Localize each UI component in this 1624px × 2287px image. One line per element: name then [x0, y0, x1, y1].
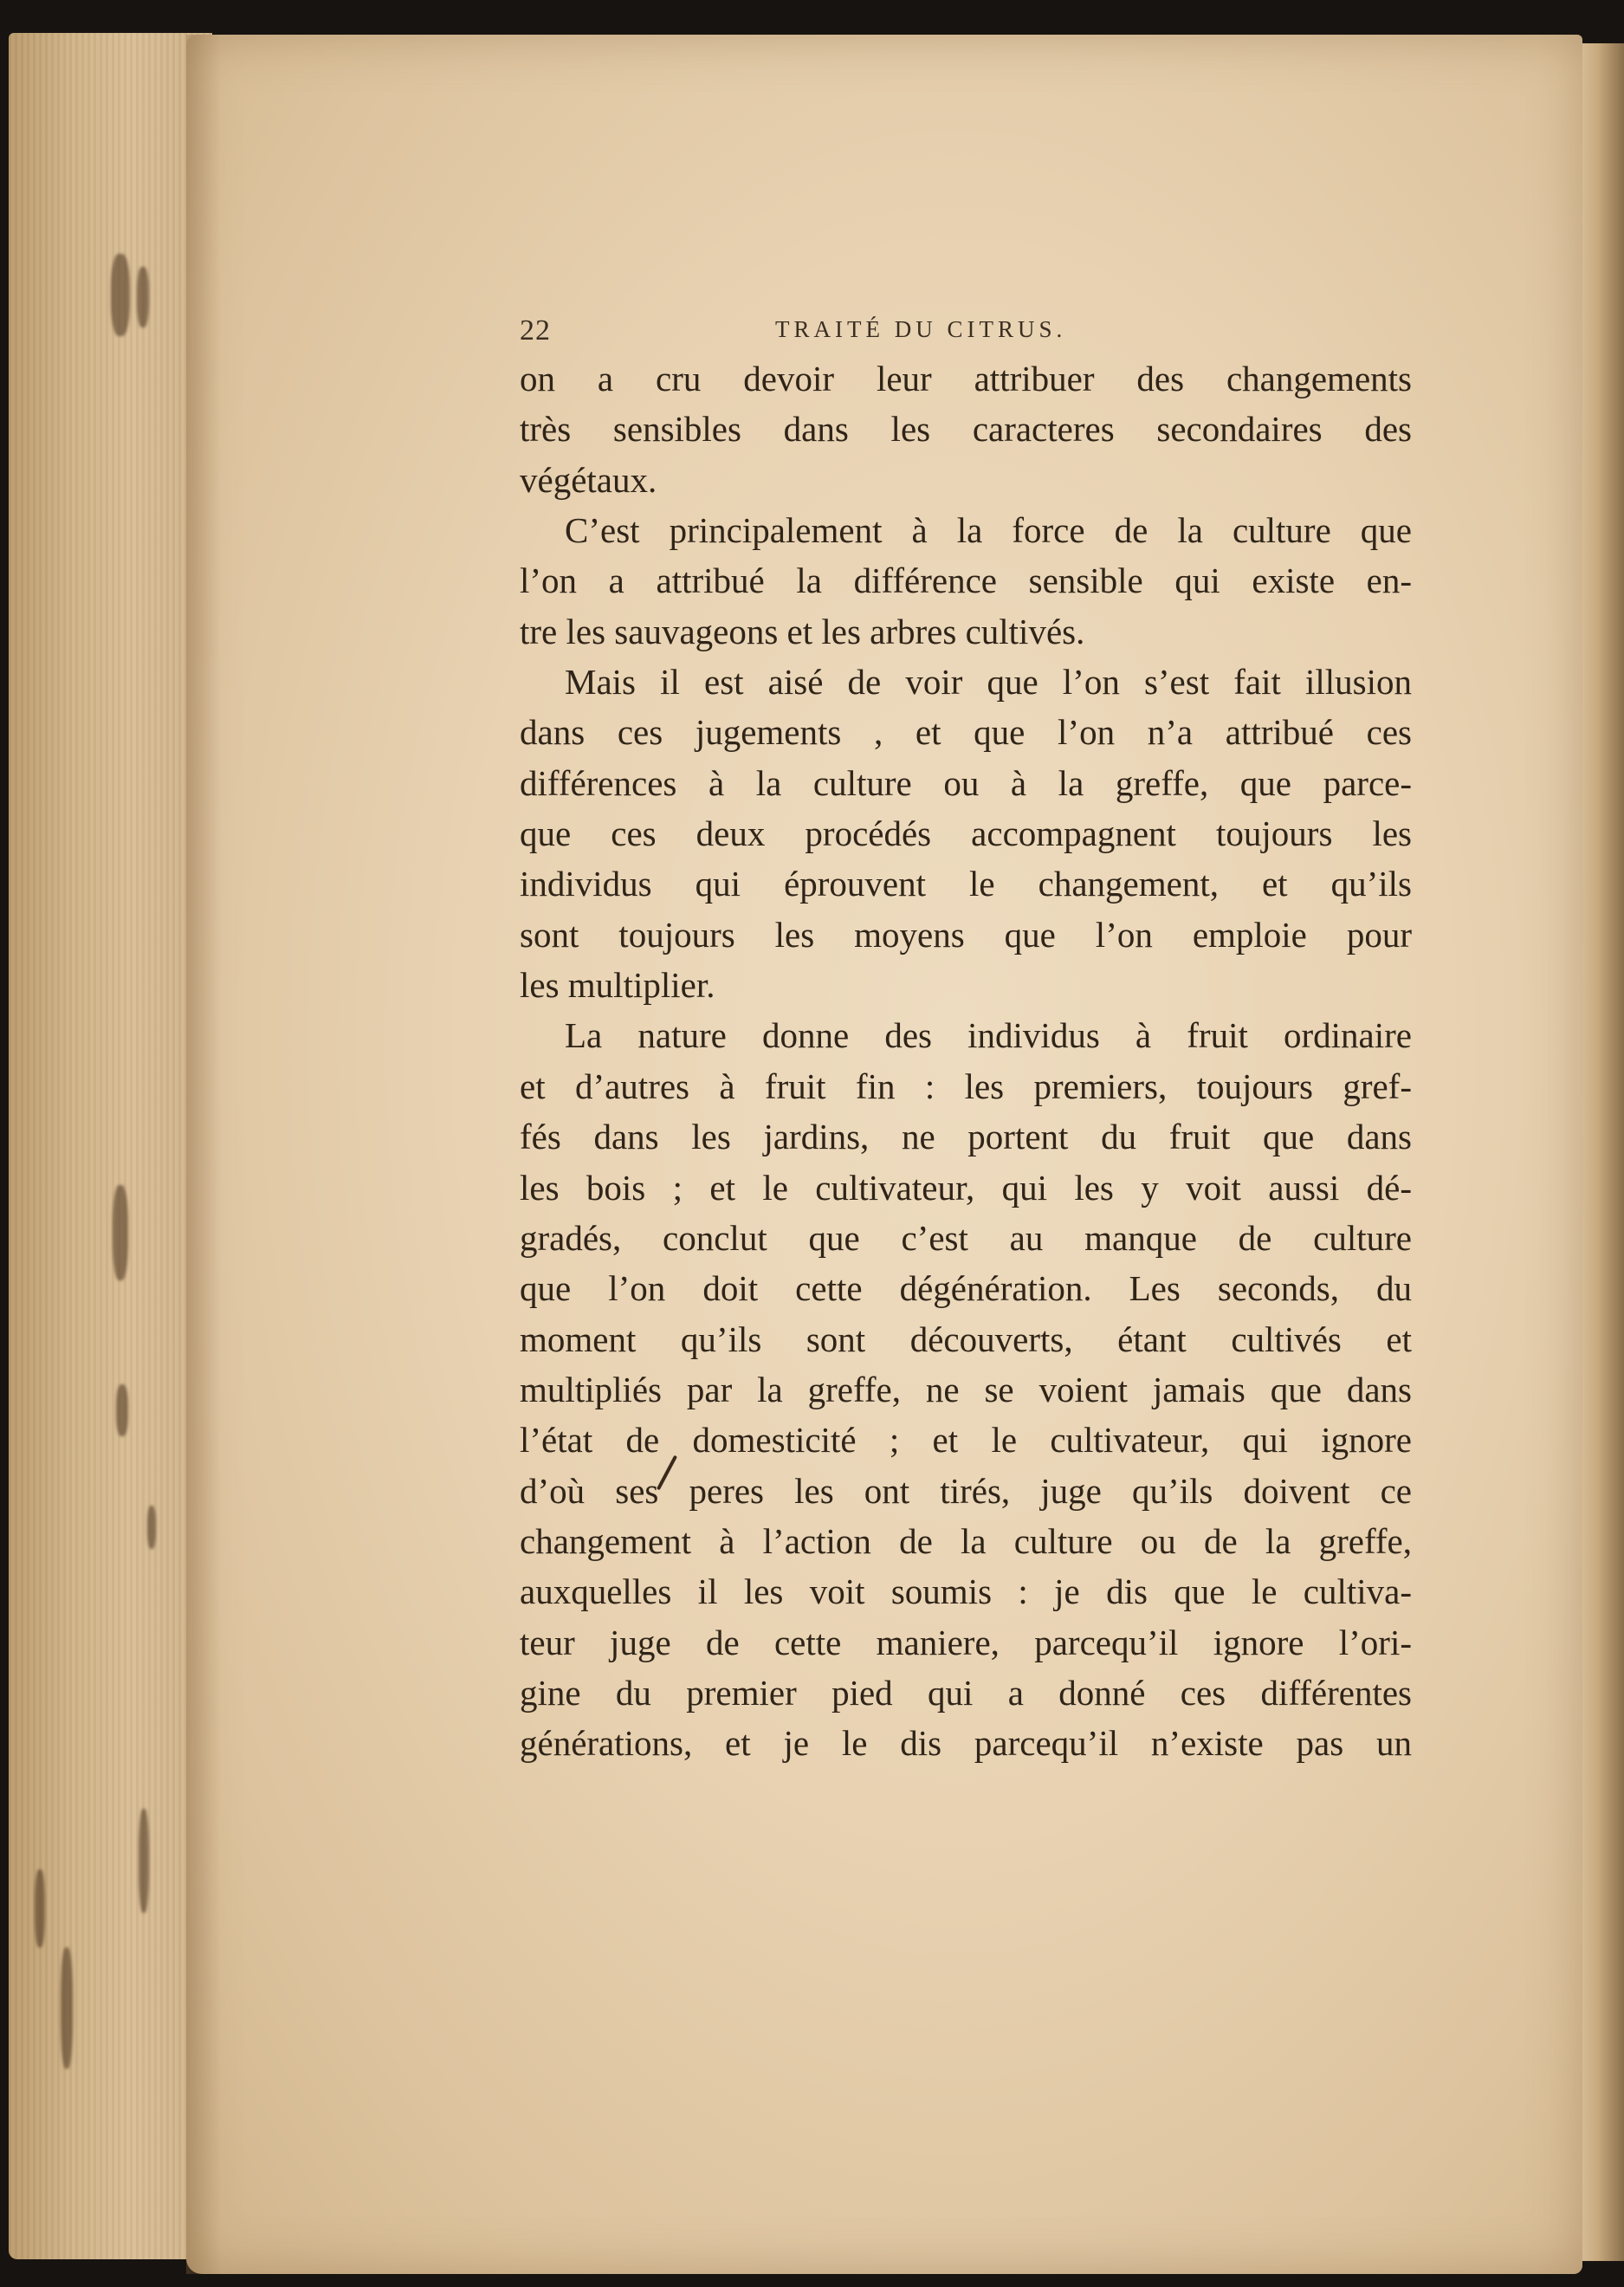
- page-header: [520, 314, 1403, 349]
- text-line: auxquelles il les voit soumis : je dis que le cultiva-: [520, 1571, 1412, 1612]
- text-line: gine du premier pied qui a donné ces différentes: [520, 1672, 1412, 1713]
- text-line: que ces deux procédés accompagnent toujours les: [520, 813, 1412, 854]
- text-line: dans ces jugements , et que l’on n’a attribué ces: [520, 712, 1412, 753]
- text-line: C’est principalement à la force de la culture que: [565, 510, 1412, 551]
- text-line: d’où ses peres les ont tirés, juge qu’ils doivent ce: [520, 1470, 1412, 1511]
- text-line: les bois ; et le cultivateur, qui les y voit aussi dé-: [520, 1167, 1412, 1208]
- text-line: tre les sauvageons et les arbres cultivés.: [520, 611, 1085, 651]
- text-line: générations, et je le dis parcequ’il n’existe pas un: [520, 1723, 1412, 1764]
- text-line: on a cru devoir leur attribuer des changements: [520, 359, 1412, 398]
- text-line: sont toujours les moyens que l’on emploie pour: [520, 914, 1412, 955]
- running-head: TRAITÉ DU CITRUS.: [775, 316, 1067, 342]
- text-line: l’état de domesticité ; et le cultivateur, qui ignore: [520, 1420, 1412, 1461]
- text-line: végétaux.: [520, 459, 657, 500]
- text-line: gradés, conclut que c’est au manque de culture: [520, 1217, 1412, 1258]
- text-line: fés dans les jardins, ne portent du fruit que dans: [520, 1117, 1412, 1157]
- text-line: teur juge de cette maniere, parcequ’il ignore l’ori-: [520, 1622, 1412, 1662]
- text-line: La nature donne des individus à fruit ordinaire: [565, 1015, 1412, 1056]
- text-line: que l’on doit cette dégénération. Les seconds, du: [520, 1268, 1412, 1309]
- text-line: très sensibles dans les caracteres secondaires des: [520, 409, 1412, 450]
- text-line: différences à la culture ou à la greffe, que parce-: [520, 762, 1412, 803]
- text-line: l’on a attribué la différence sensible qui existe en-: [520, 560, 1412, 601]
- text-line: moment qu’ils sont découverts, étant cultivés et: [520, 1318, 1412, 1359]
- text-line: multipliés par la greffe, ne se voient jamais que dans: [520, 1369, 1412, 1409]
- text-line: changement à l’action de la culture ou de la greffe,: [520, 1520, 1412, 1561]
- text-line: et d’autres à fruit fin : les premiers, toujours gref-: [520, 1066, 1412, 1106]
- text-line: Mais il est aisé de voir que l’on s’est fait illusion: [565, 662, 1412, 703]
- adjacent-page-edge: [1581, 43, 1624, 2261]
- page-number: 22: [520, 314, 551, 347]
- text-line: individus qui éprouvent le changement, et qu’ils: [520, 864, 1412, 904]
- book-fore-edge: [9, 33, 212, 2259]
- body-text: [520, 353, 1412, 1769]
- text-line: les multiplier.: [520, 965, 715, 1006]
